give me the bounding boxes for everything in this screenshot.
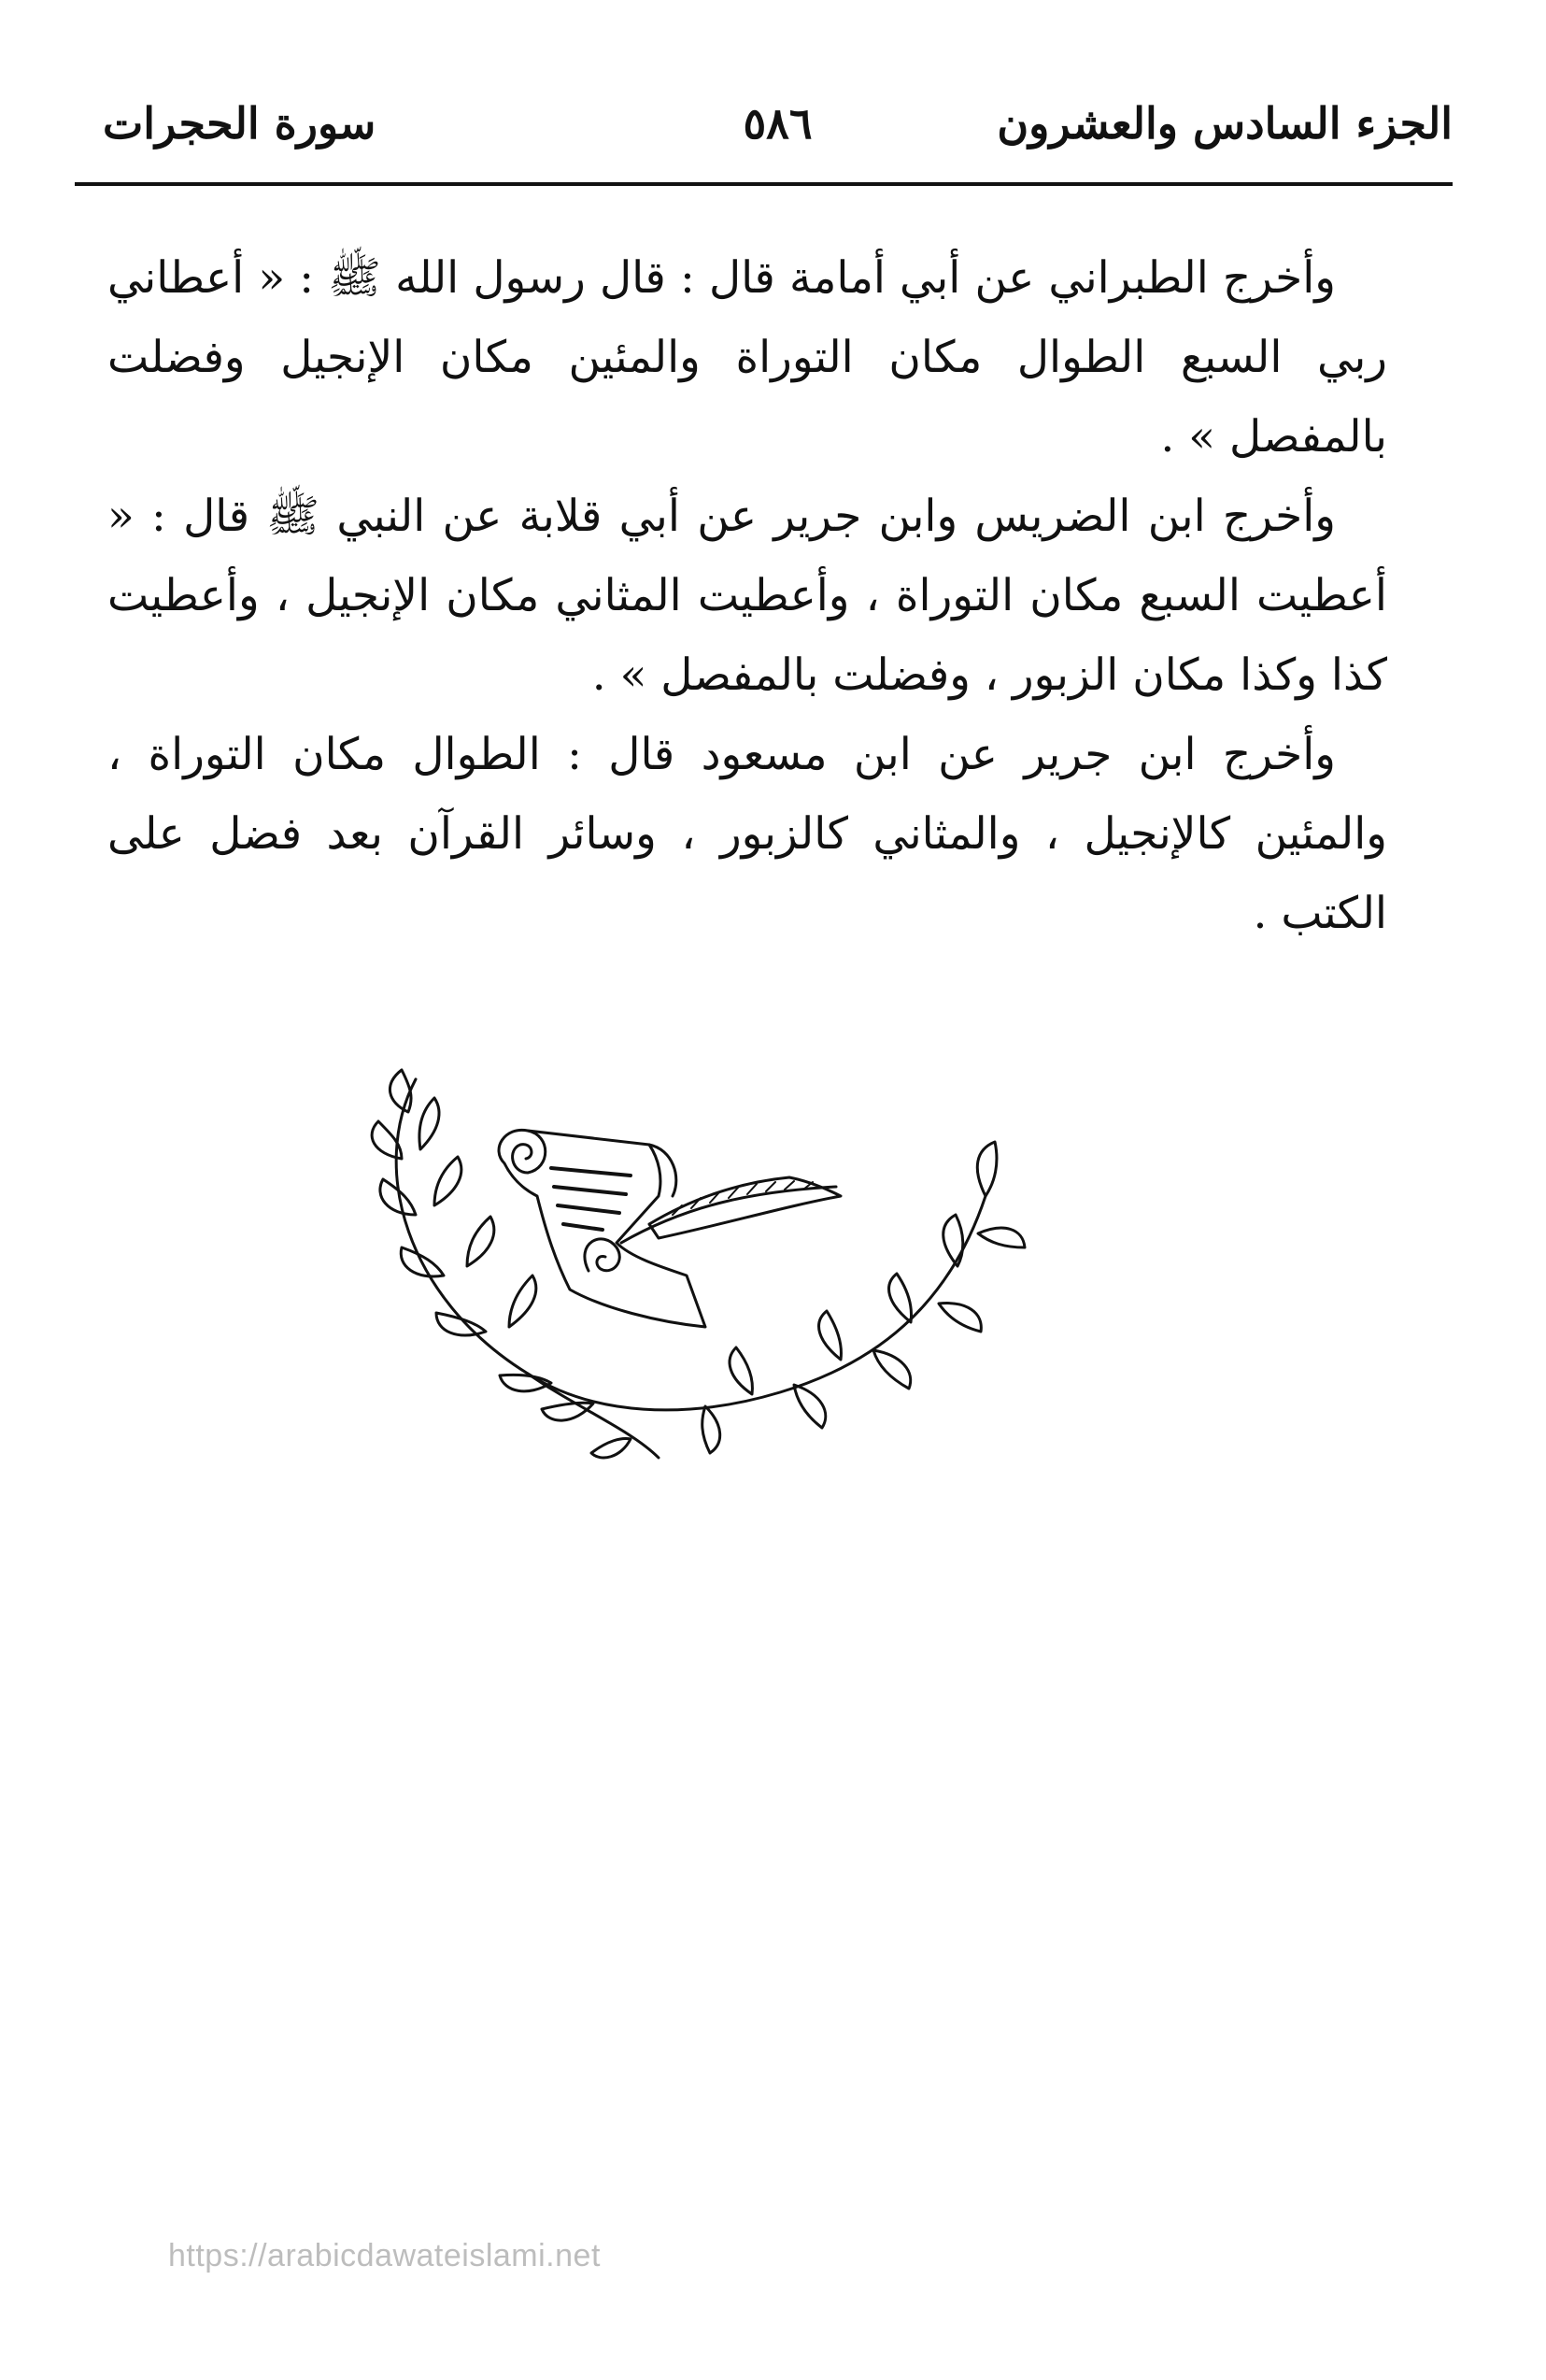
paragraph-2: وأخرج ابن الضريس وابن جرير عن أبي قلابة عن النبي ﷺ قال : « أعطيت السبع مكان التوراة ، وأعطيت المثاني مكان الإنجيل ، وأعطيت كذا وكذا مكان الزبور ، وفضلت بالمفصل » . [107, 491, 1387, 701]
paragraph-1: وأخرج الطبراني عن أبي أمامة قال : قال رسول الله ﷺ : « أعطاني ربي السبع الطوال مكان التوراة والمئين مكان الإنجيل وفضلت بالمفصل » . [107, 252, 1387, 463]
part-title: الجزء السادس والعشرون [997, 98, 1453, 149]
page-body [107, 238, 1387, 953]
scroll-quill-laurel-icon [350, 1056, 1051, 1467]
header-divider [75, 182, 1453, 186]
paragraph-3: وأخرج ابن جرير عن ابن مسعود قال : الطوال مكان التوراة ، والمئين كالإنجيل ، والمثاني كالزبور ، وسائر القرآن بعد فضل على الكتب . [107, 729, 1387, 939]
page-number: ٥٨٦ [743, 98, 813, 149]
page-header [103, 89, 1453, 164]
surah-title: سورة الحجرات [103, 98, 376, 149]
site-watermark: https://arabicdawateislami.net [168, 2238, 601, 2273]
